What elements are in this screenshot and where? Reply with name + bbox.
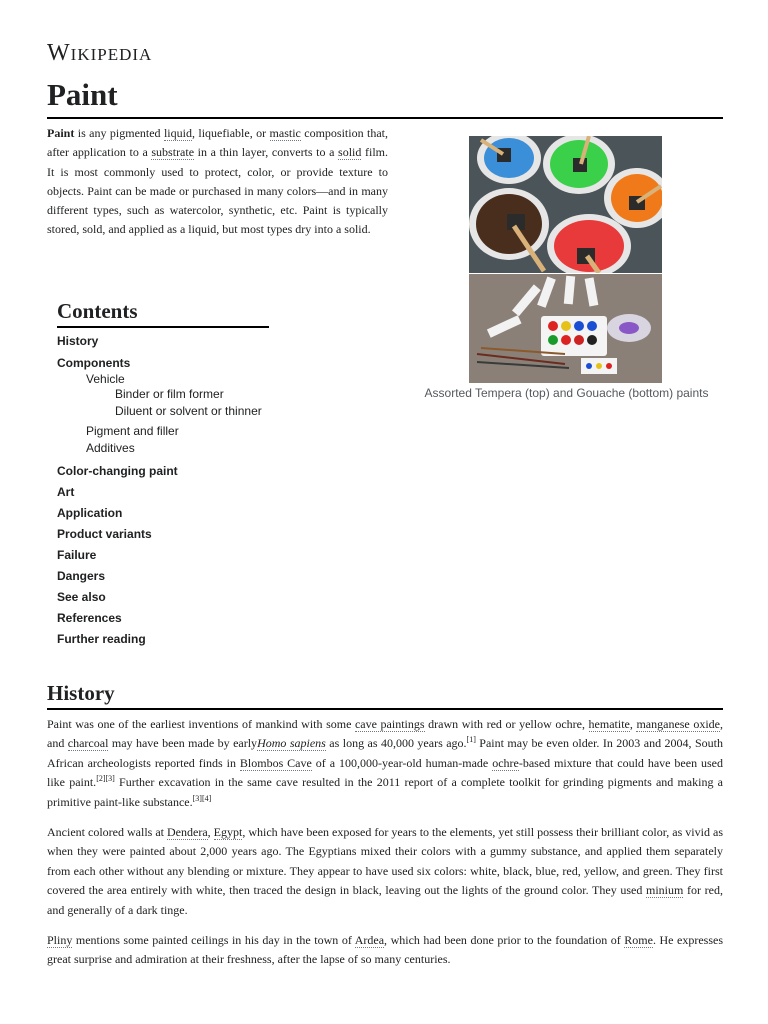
link-homo-sapiens[interactable]: Homo sapiens	[257, 736, 326, 751]
body-text: ,	[207, 825, 214, 839]
body-text: , and	[47, 717, 723, 751]
body-text: mentions some painted ceilings in his day in the town of	[72, 933, 355, 947]
toc-item-art[interactable]: Art	[57, 485, 75, 499]
link-manganese-oxide[interactable]: manganese oxide	[636, 717, 720, 731]
lead-text: , liquefiable, or	[191, 126, 270, 140]
body-text: of a 100,000-year-old human-made	[311, 755, 493, 770]
toc-item-failure[interactable]: Failure	[57, 548, 97, 562]
body-text: Paint was one of the earliest inventions of mankind with some	[47, 717, 355, 731]
body-text: Further excavation in the same cave resulted in the 2011 report of a complete toolkit for grinding pigments and making a primitive paint-like substance.	[47, 775, 723, 809]
toc-item-binder[interactable]: Binder or film former	[115, 387, 224, 401]
toc-item-product-variants[interactable]: Product variants	[57, 527, 152, 541]
body-text: for red, and generally of a dark tinge.	[47, 883, 723, 917]
link-cave-paintings[interactable]: cave paintings	[354, 717, 425, 731]
lead-text: composition that, after application to a	[47, 126, 389, 160]
body-text: . He expresses great surprise and admiration at their freshness, after the lapse of so many centuries.	[47, 933, 724, 967]
toc-item-vehicle[interactable]: Vehicle	[86, 372, 125, 386]
link-liquid[interactable]: liquid	[163, 126, 192, 140]
lead-text: is any pigmented	[74, 126, 164, 140]
link-solid[interactable]: solid	[338, 145, 362, 160]
section-divider	[47, 708, 723, 710]
toc-title: Contents	[57, 299, 138, 323]
link-ochre[interactable]: ochre	[492, 755, 519, 770]
toc-item-application[interactable]: Application	[57, 506, 123, 520]
page-title: Paint	[47, 77, 118, 112]
history-paragraph-3	[47, 931, 723, 970]
lead-text: film. It is most commonly used to protect, color, or provide texture to objects. Paint can be made or purchased in many colors—and in many different types, such as watercolor, synthetic, etc. Paint is typically stored, sold, and applied as a liquid, but most types dry into a solid.	[47, 145, 388, 237]
body-text: , which had been done prior to the foundation of	[384, 933, 625, 947]
toc-item-history[interactable]: History	[57, 334, 99, 348]
citation-ref[interactable]: [3][4]	[192, 793, 212, 803]
body-text: drawn with red or yellow ochre,	[424, 717, 589, 731]
history-paragraph-2	[47, 823, 723, 920]
toc-item-pigment[interactable]: Pigment and filler	[86, 424, 179, 438]
link-dendera[interactable]: Dendera	[167, 825, 208, 839]
link-mastic[interactable]: mastic	[269, 126, 301, 140]
toc-item-references[interactable]: References	[57, 611, 122, 625]
toc-divider	[57, 326, 269, 328]
wikipedia-wordmark[interactable]: Wikipedia	[47, 40, 153, 66]
link-blombos-cave[interactable]: Blombos Cave	[239, 755, 312, 770]
body-text: Ancient colored walls at	[47, 825, 168, 839]
link-substrate[interactable]: substrate	[151, 145, 195, 160]
toc-item-see-also[interactable]: See also	[57, 590, 106, 604]
link-minium[interactable]: minium	[646, 883, 684, 898]
toc-item-color-changing[interactable]: Color-changing paint	[57, 464, 178, 478]
link-ardea[interactable]: Ardea	[354, 933, 385, 947]
toc-item-further-reading[interactable]: Further reading	[57, 632, 146, 646]
citation-ref[interactable]: [1]	[466, 735, 476, 745]
toc-item-diluent[interactable]: Diluent or solvent or thinner	[115, 404, 262, 418]
body-text: may have been made by early	[108, 736, 258, 751]
toc-item-additives[interactable]: Additives	[86, 441, 135, 455]
toc-item-components[interactable]: Components	[57, 356, 131, 370]
body-text: , which have been exposed for years to the elements, yet still possess their brilliant color, as vivid as when they were painted about 2,000 years ago. The Egyptians mixed their colors with a gummy substance, and applied them separately from each other without any blending or mixture. They appear to have used six colors: white, black, blue, red, yellow, and green. They first covered the area entirely with white, then traced the design in black, leaving out the lights of the ground color. They used	[47, 825, 723, 898]
lead-paragraph	[47, 124, 388, 240]
section-heading-history: History	[47, 681, 115, 705]
body-text: as long as 40,000 years ago.	[325, 736, 467, 751]
body-text: ,	[629, 717, 637, 731]
link-pliny[interactable]: Pliny	[47, 933, 73, 947]
figure-caption: Assorted Tempera (top) and Gouache (bottom) paints	[424, 386, 709, 400]
link-egypt[interactable]: Egypt	[213, 825, 243, 839]
body-text: Paint may be even older. In 2003 and 2004, South African archeologists reported finds in	[47, 736, 723, 770]
link-hematite[interactable]: hematite	[588, 717, 630, 731]
toc-item-dangers[interactable]: Dangers	[57, 569, 106, 583]
lead-text: in a thin layer, converts to a	[194, 145, 339, 160]
history-paragraph-1	[47, 715, 723, 812]
link-charcoal[interactable]: charcoal	[67, 736, 109, 751]
lead-term: Paint	[47, 126, 75, 140]
citation-ref[interactable]: [2][3]	[96, 774, 115, 784]
body-text: -based mixture that could have been used like paint.	[47, 755, 724, 790]
title-divider	[47, 117, 723, 119]
paint-photo-illustration	[469, 136, 662, 383]
paint-photo[interactable]	[469, 136, 662, 383]
link-rome[interactable]: Rome	[624, 933, 653, 947]
